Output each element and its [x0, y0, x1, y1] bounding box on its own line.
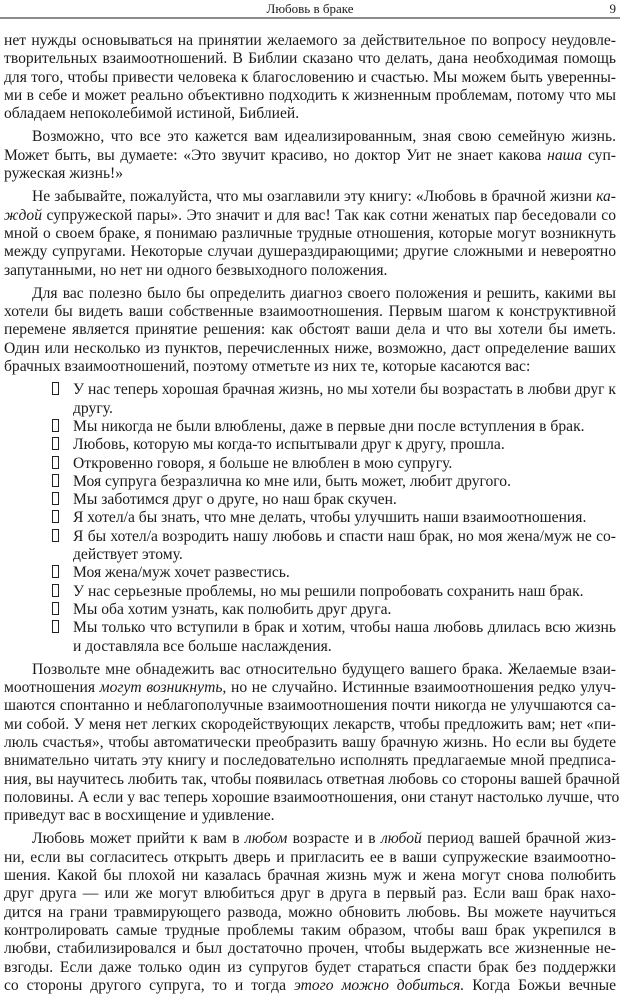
text-line	[4, 849, 616, 867]
checkbox-icon	[52, 418, 59, 436]
checklist-item-line: действует этому.	[73, 546, 183, 564]
text-segment: дится на грани травмирующего развода, можно обновить любовь. Вы можете научиться	[4, 903, 616, 921]
text-segment: любви, стабилизировался и был достаточно прочен, чтобы выдержать все жизненные не-	[4, 940, 616, 958]
text-segment: ни, если вы согласитесь открыть дверь и пригласить ее в ваши супружеские взаимоотно-	[4, 848, 616, 866]
checklist-item-line: Я бы хотел/а возродить нашу любовь и спасти наш брак, но моя жена/муж не со-	[73, 527, 616, 545]
text-line	[4, 922, 616, 940]
running-header	[0, 0, 620, 18]
text-segment: шения. Какой бы плохой ни казалась брачная жизнь муж и жена могут снова полюбить	[4, 867, 616, 885]
text-line	[4, 788, 620, 807]
text-line	[4, 697, 616, 715]
checkbox-icon	[52, 436, 59, 454]
paragraph	[4, 128, 616, 183]
text-line	[4, 69, 616, 87]
text-line	[4, 830, 616, 848]
text-segment: суп-	[582, 146, 616, 164]
page-number: 9	[609, 1, 616, 16]
italic-text: ка-	[596, 188, 616, 206]
checklist-item	[4, 491, 616, 509]
paragraph	[4, 285, 616, 376]
text-line	[4, 165, 616, 183]
checklist-item-line: Мы никогда не были влюблены, даже в первые дни после вступления в брак.	[73, 417, 585, 435]
checkbox-icon	[52, 473, 59, 491]
checklist-item-line: Мы только что вступили в брак и хотим, чтобы наша любовь длилась всю жизнь	[73, 619, 616, 637]
text-segment: половины. А если у вас теперь хорошие взаимоотношения, они станут настолько лучше, что	[4, 788, 620, 806]
text-line	[4, 303, 616, 321]
text-segment: Позвольте мне обнадежить вас относительно будущего вашего брака. Желаемые взаи-	[32, 660, 616, 678]
text-line	[4, 867, 616, 885]
text-segment: со стороны другого супруга, то и тогда	[4, 976, 294, 994]
text-line	[4, 734, 616, 752]
text-segment: Для вас полезно было бы определить диагноз своего положения и решить, какими вы	[32, 284, 616, 302]
text-segment: внимательно читать эту книгу и последовательно исполнять предлагаемые мной предписа-	[4, 752, 616, 770]
text-line	[4, 940, 616, 958]
text-segment: ружеская жизнь!»	[4, 165, 124, 183]
text-segment: возрасте и в	[287, 830, 381, 848]
checklist-item-line: У нас теперь хорошая брачная жизнь, но мы хотели бы возрастать в любви друг к	[73, 381, 616, 399]
text-segment: но не случайно. Истинные взаимоотношения редко улуч-	[226, 679, 616, 697]
italic-text: могут возникнуть,	[99, 679, 227, 697]
text-segment: люль счастья», чтобы автоматически преобразить вашу брачную жизнь. Но если вы будете	[4, 733, 616, 751]
checklist-item-line: Я хотел/а бы знать, что мне делать, чтобы улучшить наши взаимоотношения.	[73, 509, 587, 527]
text-segment: Не забывайте, пожалуйста, что мы озаглавили эту книгу: «Любовь в брачной жизни	[32, 188, 597, 206]
checklist-item	[4, 509, 616, 527]
italic-text: ждой	[4, 206, 42, 224]
text-segment: друг друга — или же могут влюбиться друг в друга в первый раз. Если ваш брак нахо-	[4, 885, 616, 903]
text-segment: контролировать самые трудные проблемы таким образом, чтобы ваш брак укрепился в	[4, 921, 616, 939]
text-segment: моотношения	[4, 679, 100, 697]
text-line	[4, 904, 616, 922]
text-line	[4, 32, 616, 50]
text-segment: шаются спонтанно и неблагополучные взаимоотношения почти никогда не улучшаются са-	[4, 697, 616, 715]
checkbox-icon	[52, 509, 59, 527]
text-segment: Может быть, вы думаете: «Это звучит красиво, но доктор Уит не знает какова	[4, 146, 548, 164]
text-segment: запутанными, но нет ни одного безвыходного положения.	[4, 261, 388, 279]
paragraph	[4, 830, 616, 995]
checkbox-icon	[52, 381, 59, 399]
checkbox-icon	[52, 601, 59, 619]
text-line	[4, 340, 616, 358]
checklist-item-line: Моя супруга безразлична ко мне или, быть может, любит другого.	[73, 472, 511, 490]
checkbox-icon	[52, 583, 59, 601]
italic-text: наша	[547, 146, 583, 164]
text-line	[4, 225, 616, 243]
text-segment: период вашей брачной жиз-	[421, 830, 617, 848]
checklist-item	[4, 583, 616, 601]
text-segment: между супругами. Некоторые случаи душераздирающими; другие сложными и невероятно	[4, 243, 616, 261]
checklist-item-line: Откровенно говоря, я больше не влюблен в мою супругу.	[73, 454, 453, 472]
text-segment: взгоды. Если даже только один из супругов будет стараться спасти брак без поддержки	[4, 958, 616, 976]
text-line	[4, 188, 616, 206]
text-line	[4, 679, 616, 697]
text-segment: Один или несколько из пунктов, перечисленных ниже, возможно, даст определение ваших	[4, 339, 616, 357]
text-segment: для того, чтобы привести человека к благословению и счастью. Мы можем быть уверенны-	[4, 68, 616, 86]
checkbox-icon	[52, 455, 59, 473]
checklist-item-line: У нас серьезные проблемы, но мы решили попробовать сохранить наш брак.	[73, 582, 584, 600]
text-segment: супружеской пары». Это значит и для вас! Так как сотни женатых пар беседовали со	[42, 206, 616, 224]
text-segment: Любовь может прийти к вам в	[32, 830, 245, 848]
checklist-item	[4, 436, 616, 454]
running-header-title: Любовь в браке	[266, 1, 354, 16]
text-line	[4, 770, 620, 789]
text-line	[4, 977, 616, 995]
checklist-item-line: Моя жена/муж хочет развестись.	[73, 564, 290, 582]
checklist-item	[4, 601, 616, 619]
text-segment: перемене является принятие решения: как обстоят ваши дела и что вы хотели бы иметь.	[4, 321, 616, 339]
text-line	[4, 358, 616, 376]
text-line	[4, 321, 616, 339]
text-line	[4, 105, 616, 123]
checklist-item	[4, 381, 616, 418]
checklist-item	[4, 528, 616, 565]
checklist-item-line: Любовь, которую мы когда-то испытывали друг к другу, прошла.	[73, 436, 505, 454]
checkbox-icon	[52, 528, 59, 546]
italic-text: этого можно добиться.	[293, 976, 465, 994]
page-body	[4, 32, 620, 995]
text-line	[4, 147, 616, 165]
text-line	[4, 661, 616, 679]
text-line	[4, 285, 616, 303]
header-rule	[0, 17, 620, 19]
paragraph	[4, 32, 616, 123]
text-segment: ми в себе и может реально объективно подходить к жизненным проблемам, потому что мы	[4, 86, 616, 104]
checklist-item	[4, 564, 616, 582]
checklist-item	[4, 473, 616, 491]
text-segment: творительных взаимоотношений. В Библии сказано что делать, дана необходимая помощь	[4, 50, 616, 68]
text-line	[4, 752, 616, 770]
text-line	[4, 207, 616, 225]
text-segment: брачных взаимоотношений, поэтому отметьте из них те, которые касаются вас:	[4, 358, 531, 376]
text-line	[4, 128, 616, 146]
text-segment: нет нужды основываться на принятии желаемого за действительное по вопросу неудовле-	[4, 32, 616, 49]
paragraph	[4, 660, 620, 826]
text-segment: ния, вы научитесь любить так, чтобы появилась ответная любовь со стороны вашей брачной	[4, 770, 620, 788]
text-line	[4, 243, 616, 261]
italic-text: любой	[380, 830, 422, 848]
text-line	[4, 959, 616, 977]
checklist-item-line: Мы заботимся друг о друге, но наш брак скучен.	[73, 491, 397, 509]
checkbox-icon	[52, 491, 59, 509]
checklist	[4, 381, 616, 655]
checklist-item-line: Мы оба хотим узнать, как полюбить друг друга.	[73, 600, 392, 618]
text-line	[4, 87, 616, 105]
text-segment: Когда Божьи вечные	[464, 976, 616, 994]
checklist-item-line: и доставляла все больше наслаждения.	[73, 637, 332, 655]
text-line	[4, 50, 616, 68]
text-segment: Возможно, что все это кажется вам идеализированным, зная свою семейную жизнь.	[32, 128, 616, 146]
checklist-item	[4, 455, 616, 473]
text-line	[4, 262, 616, 280]
checklist-item	[4, 418, 616, 436]
text-line	[4, 716, 616, 734]
paragraph	[4, 188, 616, 279]
text-segment: мной о своем браке, я понимаю различные трудные отношения, которые могут возникнуть	[4, 224, 616, 242]
checkbox-icon	[52, 619, 59, 637]
checkbox-icon	[52, 564, 59, 582]
italic-text: любом	[244, 830, 288, 848]
text-line	[4, 885, 616, 903]
text-line	[4, 807, 616, 825]
checklist-item-line: другу.	[73, 399, 113, 417]
text-segment: приведут вас в восхищение и удивление.	[4, 807, 275, 825]
checklist-item	[4, 619, 616, 656]
text-segment: хотели бы видеть ваши собственные взаимоотношения. Первым шагом к конструктивной	[4, 303, 616, 321]
text-segment: ми собой. У меня нет легких скородействующих лекарств, чтобы предложить вам; нет «пи-	[4, 715, 616, 733]
text-segment: обладаем непоколебимой истиной, Библией.	[4, 105, 300, 123]
